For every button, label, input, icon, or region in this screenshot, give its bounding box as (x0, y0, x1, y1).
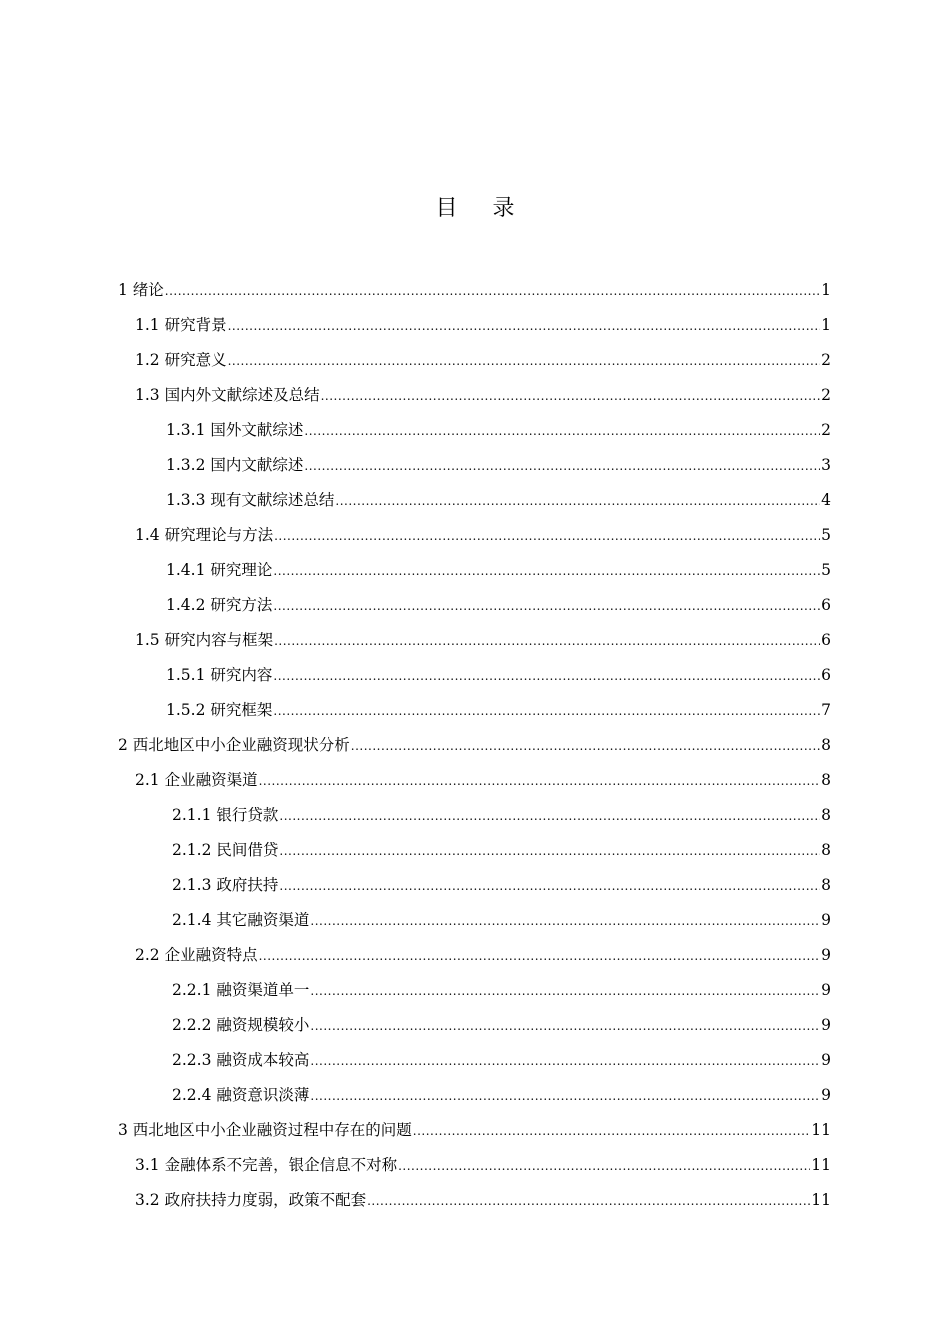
toc-title: 目 录 (435, 196, 529, 221)
toc-dot-leader (273, 694, 820, 729)
toc-entry-3-1[interactable] (0, 1148, 950, 1183)
toc-entry-label: 1.3 国内外文献综述及总结 (135, 386, 320, 404)
toc-dot-leader (304, 414, 820, 449)
toc-entry-2-2-3[interactable] (0, 1043, 950, 1078)
toc-page-number: 7 (821, 701, 831, 719)
toc-entry-label: 1.3.1 国外文献综述 (166, 421, 304, 439)
toc-page-number: 6 (821, 631, 831, 649)
toc-entry-label: 2.2.2 融资规模较小 (172, 1016, 310, 1034)
toc-entry-1-2[interactable] (0, 343, 950, 378)
toc-entry-1[interactable] (0, 273, 950, 308)
toc-entry-2[interactable] (0, 728, 950, 763)
toc-page-number: 9 (821, 946, 831, 964)
toc-entry-2-2[interactable] (0, 938, 950, 973)
toc-entry-label: 2.2 企业融资特点 (135, 946, 258, 964)
toc-entry-1-5[interactable] (0, 623, 950, 658)
toc-page-number: 1 (821, 316, 831, 334)
toc-dot-leader (273, 659, 820, 694)
toc-entry-label: 2 西北地区中小企业融资现状分析 (118, 736, 350, 754)
toc-entry-2-2-2[interactable] (0, 1008, 950, 1043)
toc-entry-label: 1.4 研究理论与方法 (135, 526, 274, 544)
toc-dot-leader (310, 1079, 820, 1114)
toc-dot-leader (335, 484, 820, 519)
toc-page-number: 8 (821, 736, 831, 754)
toc-dot-leader (304, 449, 820, 484)
toc-entry-1-1[interactable] (0, 308, 950, 343)
toc-entry-3-2[interactable] (0, 1183, 950, 1218)
toc-dot-leader (259, 764, 821, 799)
toc-entry-2-1-2[interactable] (0, 833, 950, 868)
toc-entry-2-2-1[interactable] (0, 973, 950, 1008)
toc-entry-label: 2.1 企业融资渠道 (135, 771, 258, 789)
toc-entry-label: 2.1.4 其它融资渠道 (172, 911, 310, 929)
toc-entry-1-3-3[interactable] (0, 483, 950, 518)
toc-dot-leader (165, 274, 820, 309)
toc-entry-label: 1.5 研究内容与框架 (135, 631, 274, 649)
toc-dot-leader (310, 1044, 820, 1079)
toc-entry-label: 1.4.2 研究方法 (166, 596, 273, 614)
toc-entry-label: 1.3.2 国内文献综述 (166, 456, 304, 474)
toc-dot-leader (367, 1184, 810, 1219)
toc-entry-1-3-1[interactable] (0, 413, 950, 448)
toc-dot-leader (413, 1114, 810, 1149)
toc-dot-leader (228, 344, 821, 379)
toc-entry-2-2-4[interactable] (0, 1078, 950, 1113)
toc-page-number: 2 (821, 421, 831, 439)
toc-entry-1-4-1[interactable] (0, 553, 950, 588)
toc-dot-leader (279, 799, 820, 834)
toc-entry-2-1-4[interactable] (0, 903, 950, 938)
toc-entry-1-5-2[interactable] (0, 693, 950, 728)
toc-entry-label: 2.2.3 融资成本较高 (172, 1051, 310, 1069)
toc-dot-leader (274, 624, 820, 659)
toc-page-number: 1 (821, 281, 831, 299)
toc-dot-leader (259, 939, 821, 974)
toc-page-number: 9 (821, 1051, 831, 1069)
toc-page-number: 8 (821, 771, 831, 789)
toc-entry-2-1-1[interactable] (0, 798, 950, 833)
toc-page-number: 9 (821, 1086, 831, 1104)
toc-dot-leader (351, 729, 820, 764)
toc-dot-leader (310, 904, 820, 939)
toc-page-number: 9 (821, 1016, 831, 1034)
toc-entry-label: 1.2 研究意义 (135, 351, 227, 369)
toc-page-number: 11 (811, 1121, 831, 1139)
toc-dot-leader (321, 379, 821, 414)
toc-entry-1-4-2[interactable] (0, 588, 950, 623)
toc-entry-label: 1 绪论 (118, 281, 164, 299)
toc-entry-label: 2.1.1 银行贷款 (172, 806, 279, 824)
toc-page-number: 11 (811, 1156, 831, 1174)
toc-dot-leader (310, 1009, 820, 1044)
toc-entry-label: 1.1 研究背景 (135, 316, 227, 334)
toc-page-number: 11 (811, 1191, 831, 1209)
toc-entry-label: 1.3.3 现有文献综述总结 (166, 491, 335, 509)
toc-page-number: 8 (821, 876, 831, 894)
toc-dot-leader (398, 1149, 810, 1184)
toc-entry-label: 2.2.1 融资渠道单一 (172, 981, 310, 999)
toc-entry-label: 2.1.2 民间借贷 (172, 841, 279, 859)
toc-entry-label: 2.1.3 政府扶持 (172, 876, 279, 894)
toc-entry-2-1[interactable] (0, 763, 950, 798)
toc-entry-label: 2.2.4 融资意识淡薄 (172, 1086, 310, 1104)
toc-dot-leader (274, 519, 820, 554)
toc-entry-1-4[interactable] (0, 518, 950, 553)
toc-page-number: 3 (821, 456, 831, 474)
toc-entry-label: 3.2 政府扶持力度弱，政策不配套 (135, 1191, 367, 1209)
toc-dot-leader (228, 309, 821, 344)
toc-dot-leader (310, 974, 820, 1009)
toc-list (0, 273, 950, 1218)
toc-entry-1-3-2[interactable] (0, 448, 950, 483)
toc-page-number: 8 (821, 841, 831, 859)
toc-entry-label: 1.5.1 研究内容 (166, 666, 273, 684)
toc-entry-label: 3 西北地区中小企业融资过程中存在的问题 (118, 1121, 412, 1139)
toc-entry-label: 1.4.1 研究理论 (166, 561, 273, 579)
toc-page-number: 5 (821, 526, 831, 544)
toc-page-number: 6 (821, 666, 831, 684)
toc-dot-leader (279, 869, 820, 904)
toc-dot-leader (279, 834, 820, 869)
toc-entry-label: 3.1 金融体系不完善，银企信息不对称 (135, 1156, 398, 1174)
toc-entry-1-5-1[interactable] (0, 658, 950, 693)
toc-entry-1-3[interactable] (0, 378, 950, 413)
toc-page-number: 5 (821, 561, 831, 579)
toc-entry-3[interactable] (0, 1113, 950, 1148)
toc-dot-leader (273, 589, 820, 624)
toc-page-number: 9 (821, 911, 831, 929)
toc-page-number: 8 (821, 806, 831, 824)
toc-entry-2-1-3[interactable] (0, 868, 950, 903)
toc-entry-label: 1.5.2 研究框架 (166, 701, 273, 719)
toc-page-number: 2 (821, 351, 831, 369)
toc-page-number: 6 (821, 596, 831, 614)
toc-page-number: 9 (821, 981, 831, 999)
toc-page-number: 4 (821, 491, 831, 509)
toc-page-number: 2 (821, 386, 831, 404)
toc-dot-leader (273, 554, 820, 589)
